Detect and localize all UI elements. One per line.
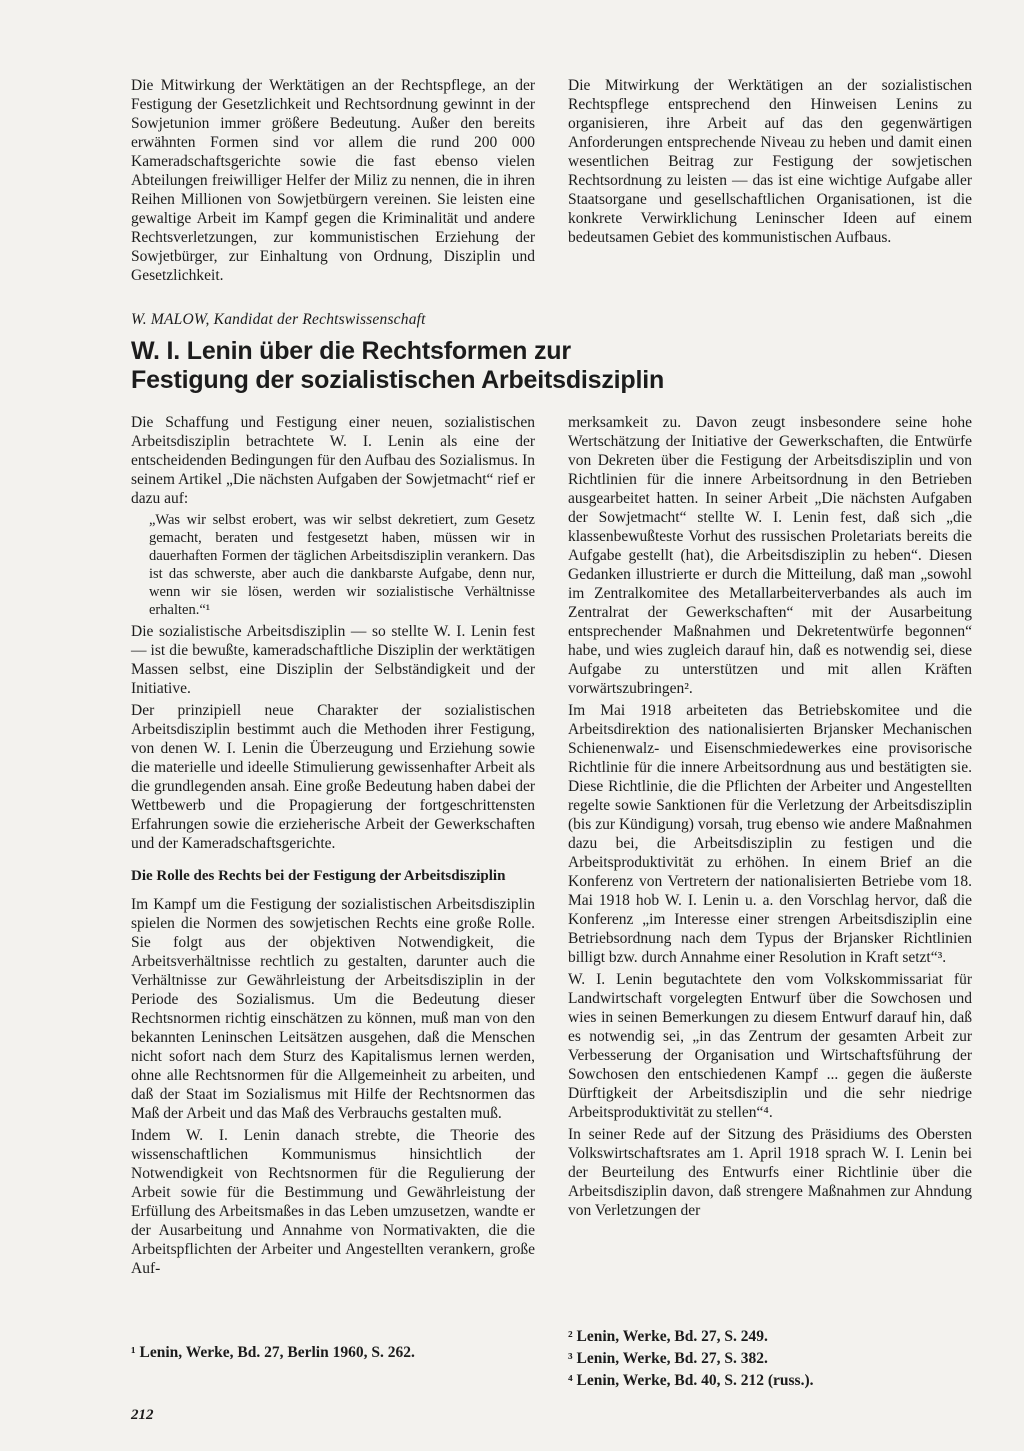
author-byline: W. MALOW, Kandidat der Rechtswissenschaft bbox=[131, 311, 426, 328]
top-right-column bbox=[568, 76, 972, 247]
body-paragraph: Im Mai 1918 arbeiteten das Betriebskomitee und die Arbeitsdirektion des nationalisierten Brjansker Mechanischen Schienenwalz- und Eisenschmiedewerkes eine provisorische Richtlinie für die innere Arbeitsordnung aus und bestätigten sie. Diese Richtlinie, die die Pflichten der Arbeiter und Angestellten regelte sowie Sanktionen für die Verletzung der Arbeitsdisziplin (bis zur Kündigung) vorsah, trug ebenso wie andere Maßnahmen dazu bei, die Arbeitsdisziplin zu festigen und die Arbeitsproduktivität zu erhöhen. In einem Brief an die Konferenz von Vertretern der nationalisierten Betriebe vom 18. Mai 1918 hob W. I. Lenin u. a. den Vorschlag hervor, daß die Konferenz „im Interesse einer strengen Arbeitsdisziplin eine Betriebsordnung nach dem Typus der Brjansker Richtlinien billigt bzw. durch Annahme einer Resolution in Kraft setzt“³. bbox=[568, 702, 972, 966]
article-title: W. I. Lenin über die Rechtsformen zur Festigung der sozialistischen Arbeitsdisziplin bbox=[131, 337, 665, 394]
top-left-column bbox=[131, 76, 535, 285]
body-paragraph: Die sozialistische Arbeitsdisziplin — so stellte W. I. Lenin fest — ist die bewußte, kameradschaftliche Disziplin der werktätigen Massen selbst, eine Disziplin der Selbständigkeit und der Initiative. bbox=[131, 623, 535, 697]
body-paragraph: In seiner Rede auf der Sitzung des Präsidiums des Obersten Volkswirtschaftsrates am 1. April 1918 sprach W. I. Lenin bei der Beurteilung des Entwurfs einer Richtlinie über die Arbeitsdisziplin davon, daß strengere Maßnahmen zur Ahndung von Verletzungen der bbox=[568, 1126, 972, 1219]
block-quote: „Was wir selbst erobert, was wir selbst dekretiert, zum Gesetz gemacht, beraten und festgesetzt haben, müssen wir in dauerhaften Formen der täglichen Arbeitsdisziplin verankern. Das ist das schwerste, aber auch die dankbarste Aufgabe, denn nur, wenn wir sie lösen, werden wir sozialistische Verhältnisse erhalten.“¹ bbox=[149, 512, 535, 618]
body-paragraph: merksamkeit zu. Davon zeugt insbesondere seine hohe Wertschätzung der Initiative der Gewerkschaften, die Entwürfe von Dekreten über die Festigung der Arbeitsdisziplin und von Richtlinien für die innere Arbeitsordnung in den Betrieben ausgearbeitet hatten. In seiner Arbeit „Die nächsten Aufgaben der Sowjetmacht“ stellte W. I. Lenin fest, daß sich „die klassenbewußteste Vorhut des russischen Proletariats bereits die Aufgabe gestellt (hat), die Arbeitsdisziplin zu heben“. Diesen Gedanken illustrierte er durch die Mitteilung, daß man „sowohl im Zentralkomitee des Metallarbeiterverbandes als auch im Zentralrat der Gewerkschaften“ mit der Ausarbeitung entsprechender Maßnahmen und Dekretentwürfe begonnen“ habe, und wies zugleich darauf hin, daß es notwendig sei, diese Aufgabe zu unterstützen und mit allen Kräften vorwärtszubringen². bbox=[568, 414, 972, 697]
footnote: ¹ Lenin, Werke, Bd. 27, Berlin 1960, S. 262. bbox=[131, 1344, 415, 1361]
section-heading: Die Rolle des Rechts bei der Festigung der Arbeitsdisziplin bbox=[131, 868, 506, 884]
footnote: ³ Lenin, Werke, Bd. 27, S. 382. bbox=[568, 1350, 768, 1367]
left-footnotes bbox=[131, 1343, 535, 1362]
body-paragraph: Die Mitwirkung der Werktätigen an der Rechtspflege, an der Festigung der Gesetzlichkeit und Rechtsordnung gewinnt in der Sowjetunion immer größere Bedeutung. Außer den bereits erwähnten Formen sind vor allem die rund 200 000 Kameradschaftsgerichte sowie die fast ebenso vielen Abteilungen freiwilliger Helfer der Miliz zu nennen, die in ihren Reihen Millionen von Sowjetbürgern vereinen. Sie leisten eine gewaltige Arbeit im Kampf gegen die Kriminalität und andere Rechtsverletzungen, zur kommunistischen Erziehung der Sowjetbürger, zur Einhaltung von Ordnung, Disziplin und Gesetzlichkeit. bbox=[131, 77, 535, 284]
body-paragraph: Die Schaffung und Festigung einer neuen, sozialistischen Arbeitsdisziplin betrachtete W. I. Lenin als eine der entscheidenden Bedingungen für den Aufbau des Sozialismus. In seinem Artikel „Die nächsten Aufgaben der Sowjetmacht“ rief er dazu auf: bbox=[131, 414, 535, 507]
body-paragraph: Der prinzipiell neue Charakter der sozialistischen Arbeitsdisziplin bestimmt auch die Methoden ihrer Festigung, von denen W. I. Lenin die Überzeugung und Erziehung sowie die materielle und ideelle Stimulierung gewissenhafter Arbeit als die grundlegenden ansah. Eine große Bedeutung haben dabei der Wettbewerb und die Propagierung der fortgeschrittensten Erfahrungen sowie die erzieherische Arbeit der Gewerkschaften und der Kameradschaftsgerichte. bbox=[131, 702, 535, 852]
left-column bbox=[131, 413, 535, 1278]
right-footnotes bbox=[568, 1327, 972, 1390]
body-paragraph: Indem W. I. Lenin danach strebte, die Theorie des wissenschaftlichen Kommunismus hinsichtlich der Notwendigkeit von Rechtsnormen für die Regulierung der Arbeit sowie für die Bestimmung und Gewährleistung der Erfüllung des Arbeitsmaßes in das Leben umzusetzen, wandte er der Ausarbeitung und Annahme von Normativakten, die die Arbeitspflichten der Arbeiter und Angestellten verankern, große Auf- bbox=[131, 1127, 535, 1277]
body-paragraph: W. I. Lenin begutachtete den vom Volkskommissariat für Landwirtschaft vorgelegten Entwurf über die Sowchosen und wies in seinen Bemerkungen zu diesem Entwurf darauf hin, daß es notwendig sei, „in das Zentrum der gesamten Arbeit zur Verbesserung der Organisation und Wirtschaftsführung der Sowchosen den entschiedenen Kampf ... gegen die äußerste Dürftigkeit der Arbeitsdisziplin und die sehr niedrige Arbeitsproduktivität zu stellen“⁴. bbox=[568, 971, 972, 1121]
footnote: ⁴ Lenin, Werke, Bd. 40, S. 212 (russ.). bbox=[568, 1372, 814, 1389]
body-paragraph: Im Kampf um die Festigung der sozialistischen Arbeitsdisziplin spielen die Normen des sowjetischen Rechts eine große Rolle. Sie folgt aus der objektiven Notwendigkeit, die Arbeitsverhältnisse rechtlich zu gestalten, darunter auch die Verhältnisse zur Gewährleistung der Arbeitsdisziplin in der Periode des Sozialismus. Um die Bedeutung dieser Rechtsnormen richtig einschätzen zu können, muß man von den bekannten Leninschen Leitsätzen ausgehen, daß die Menschen nicht sofort nach dem Sturz des Kapitalismus lernen werden, ohne alle Rechtsnormen für die Allgemeinheit zu arbeiten, und daß der Staat im Sozialismus mit Hilfe der Rechtsnormen das Maß der Arbeit und das Maß des Verbrauchs gestalten muß. bbox=[131, 896, 535, 1122]
right-column bbox=[568, 413, 972, 1220]
body-paragraph: Die Mitwirkung der Werktätigen an der sozialistischen Rechtspflege entsprechend den Hinweisen Lenins zu organisieren, ihre Arbeit auf das den gegenwärtigen Anforderungen entsprechende Niveau zu heben und damit einen wesentlichen Beitrag zur Festigung der sowjetischen Rechtsordnung zu leisten — das ist eine wichtige Aufgabe aller Staatsorgane und gesellschaftlichen Organisationen, ist die konkrete Verwirklichung Leninscher Ideen auf einem bedeutsamen Gebiet des kommunistischen Aufbaus. bbox=[568, 77, 972, 246]
page-number: 212 bbox=[131, 1407, 154, 1423]
footnote: ² Lenin, Werke, Bd. 27, S. 249. bbox=[568, 1328, 768, 1345]
